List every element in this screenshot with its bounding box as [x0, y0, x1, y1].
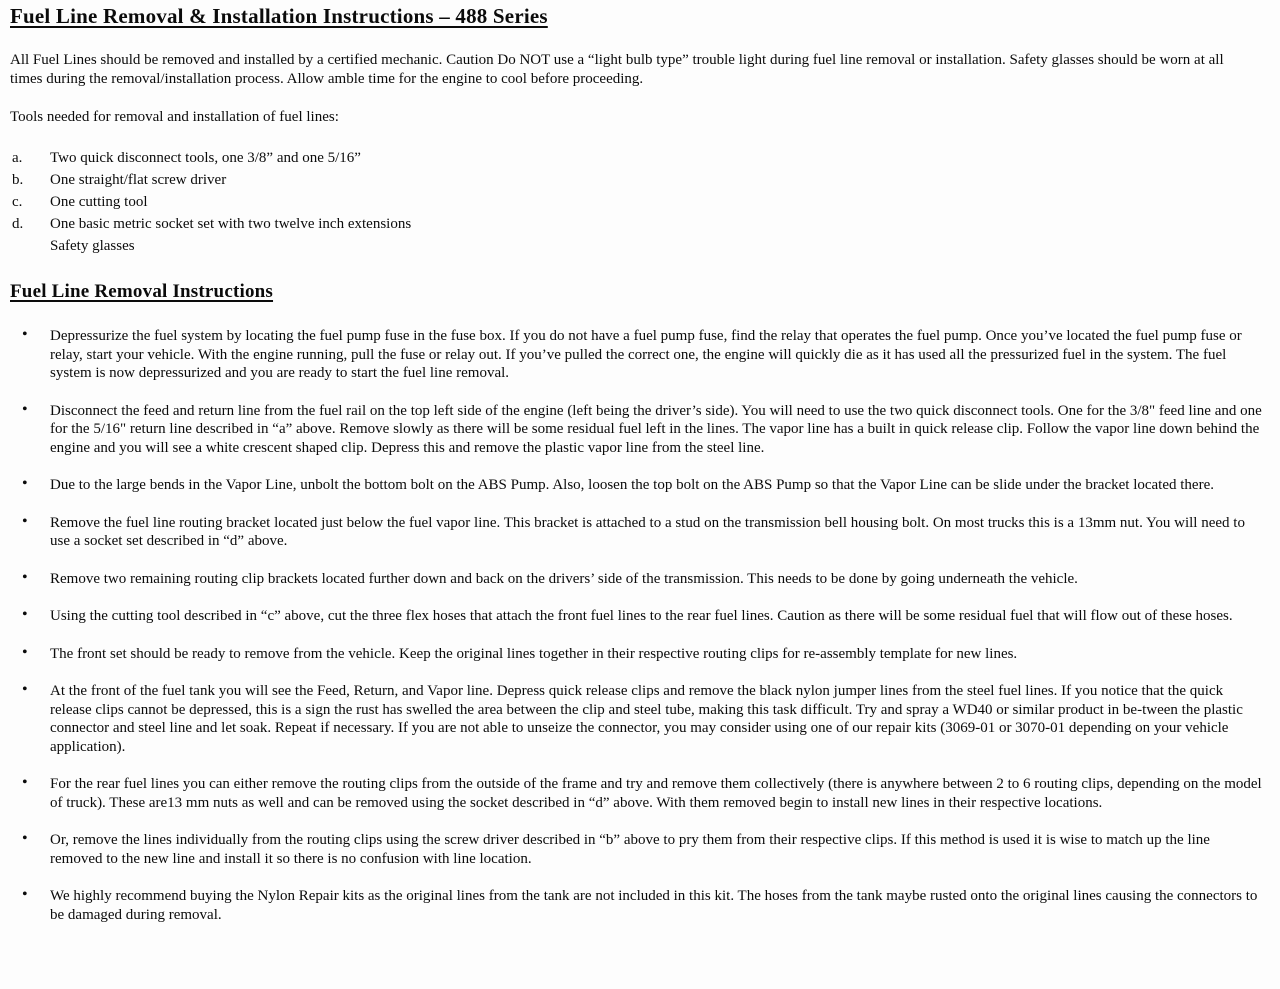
tool-letter-a: a.	[12, 150, 23, 166]
tools-list	[10, 147, 1266, 257]
instruction-item: • Remove two remaining routing clip brackets located further down and back on the drivers’ side of the transmission. This needs to be done by going underneath the vehicle.	[10, 570, 1266, 589]
instruction-item: • Depressurize the fuel system by locating the fuel pump fuse in the fuse box. If you do not have a fuel pump fuse, find the relay that operates the fuel pump. Once you’ve located the fuel pump fuse or relay, start your vehicle. With the engine running, pull the fuse or relay out. If you’ve pulled the correct one, the engine will quickly die as it has used all the pressurized fuel in the system. The fuel system is now depressurized and you are ready to start the fuel line removal.	[10, 327, 1266, 383]
instruction-item: • Or, remove the lines individually from the routing clips using the screw driver described in “b” above to pry them from their respective clips. If this method is used it is wise to match up the line removed to the new line and install it so there is no confusion with line location.	[10, 831, 1266, 868]
tool-text-d: One basic metric socket set with two twelve inch extensions	[50, 216, 412, 232]
instruction-item: • Disconnect the feed and return line from the fuel rail on the top left side of the engine (left being the driver’s side). You will need to use the two quick disconnect tools. One for the 3/8" feed line and one for the 5/16" return line described in “a” above. Remove slowly as there will be some residual fuel left in the lines. The vapor line has a built in quick release clip. Follow the vapor line down behind the engine and you will see a white crescent shaped clip. Depress this and remove the plastic vapor line from the steel line.	[10, 402, 1266, 458]
tool-letter-b: b.	[12, 172, 24, 188]
instructions-list	[10, 327, 1266, 924]
instruction-item: • Remove the fuel line routing bracket located just below the fuel vapor line. This bracket is attached to a stud on the transmission bell housing bolt. On most trucks this is a 13mm nut. You will need to use a socket set described in “d” above.	[10, 514, 1266, 551]
tool-item-b	[10, 169, 1266, 191]
tool-letter-d: d.	[12, 216, 24, 232]
intro-paragraph: All Fuel Lines should be removed and installed by a certified mechanic. Caution Do NOT use a “light bulb type” trouble light during fuel line removal or installation. Safety glasses should be worn at all times during the removal/installation process. Allow amble time for the engine to cool before proceeding.	[10, 52, 1224, 87]
tool-letter-c: c.	[12, 194, 23, 210]
tool-item-a	[10, 147, 1266, 169]
tool-item-c	[10, 191, 1266, 213]
instruction-item: • We highly recommend buying the Nylon Repair kits as the original lines from the tank are not included in this kit. The hoses from the tank maybe rusted onto the original lines causing the connectors to be damaged during removal.	[10, 887, 1266, 924]
tool-text-c: One cutting tool	[50, 194, 148, 210]
instruction-item: • For the rear fuel lines you can either remove the routing clips from the outside of the frame and try and remove them collectively (there is anywhere between 2 to 6 routing clips, depending on the model of truck). These are13 mm nuts as well and can be removed using the socket described in “d” above. With them removed begin to install new lines in their respective locations.	[10, 775, 1266, 812]
tool-text-b: One straight/flat screw driver	[50, 172, 227, 188]
instruction-item: • At the front of the fuel tank you will see the Feed, Return, and Vapor line. Depress quick release clips and remove the black nylon jumper lines from the steel fuel lines. If you notice that the quick release clips cannot be depressed, this is a sign the rust has swelled the area between the clip and steel tube, making this task difficult. Try and spray a WD40 or similar product in be-tween the plastic connector and steel line and let soak. Repeat if necessary. If you are not able to unseize the connector, you may consider using one of our repair kits (3069-01 or 3070-01 depending on your vehicle application).	[10, 682, 1266, 756]
instruction-item: • Due to the large bends in the Vapor Line, unbolt the bottom bolt on the ABS Pump. Also, loosen the top bolt on the ABS Pump so that the Vapor Line can be slide under the bracket located there.	[10, 476, 1266, 495]
tool-item-d	[10, 213, 1266, 257]
tool-text-a: Two quick disconnect tools, one 3/8” and one 5/16”	[50, 150, 361, 166]
section-heading: Fuel Line Removal Instructions	[10, 281, 274, 302]
tools-intro-line: Tools needed for removal and installation of fuel lines:	[10, 109, 339, 125]
instruction-item: • Using the cutting tool described in “c” above, cut the three flex hoses that attach the front fuel lines to the rear fuel lines. Caution as there will be some residual fuel that will flow out of these hoses.	[10, 607, 1266, 626]
instruction-item: • The front set should be ready to remove from the vehicle. Keep the original lines together in their respective routing clips for re-assembly template for new lines.	[10, 645, 1266, 664]
page-title: Fuel Line Removal & Installation Instructions – 488 Series	[10, 4, 548, 28]
tool-extra-safety-glasses: Safety glasses	[50, 238, 135, 254]
